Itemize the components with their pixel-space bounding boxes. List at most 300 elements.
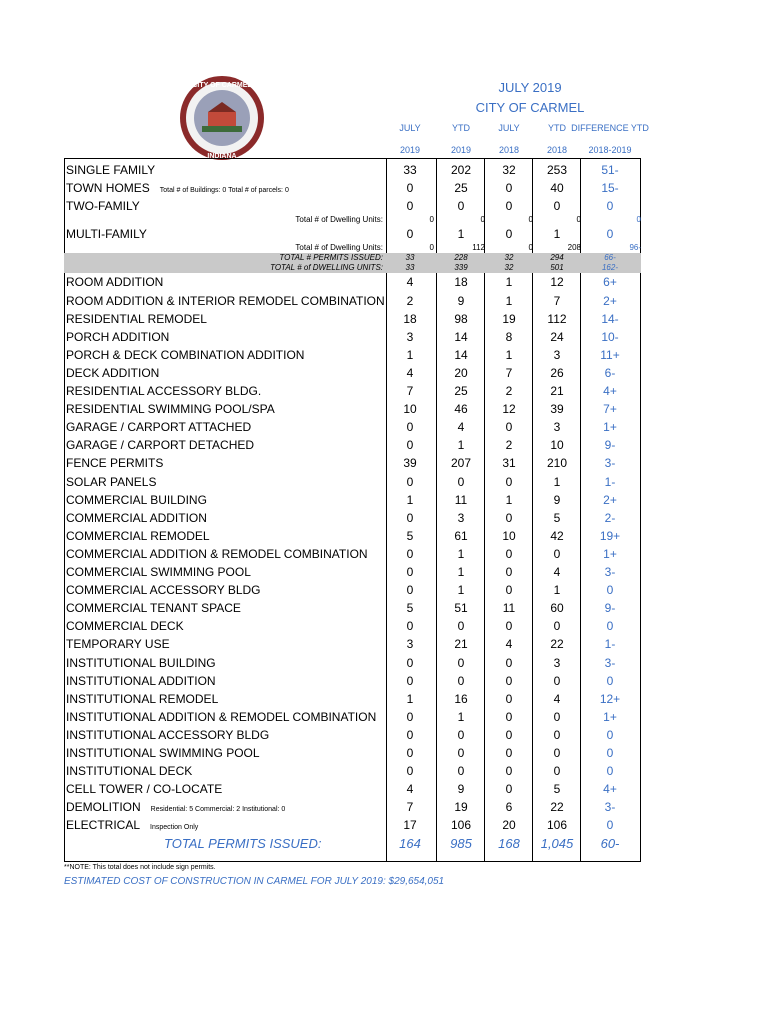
cell-col-4: 5 xyxy=(553,782,561,797)
cell-col-2: 0 xyxy=(457,673,465,688)
cell-col-3: 4 xyxy=(505,637,513,652)
cell-col-5: 9- xyxy=(604,438,616,453)
row-label xyxy=(66,418,251,436)
row-label-text: DEMOLITION xyxy=(66,800,141,815)
table-row xyxy=(64,491,641,509)
cell-col-3: 31 xyxy=(502,456,516,471)
row-label xyxy=(66,454,163,472)
cell-col-2: 19 xyxy=(454,800,468,815)
svg-text:CITY OF CARMEL: CITY OF CARMEL xyxy=(192,82,252,89)
cell-col-3: 0 xyxy=(505,227,513,242)
cell-col-3: 11 xyxy=(502,601,516,616)
cell-col-5: 0 xyxy=(606,727,614,742)
table-row xyxy=(64,617,641,635)
row-label-text: TOTAL # of DWELLING UNITS: xyxy=(270,263,383,273)
svg-text:INDIANA: INDIANA xyxy=(207,153,237,160)
cell-col-5: 1- xyxy=(604,474,616,489)
cell-col-4: 501 xyxy=(550,263,564,273)
cell-col-2: 1 xyxy=(457,709,465,724)
cell-col-4: 0 xyxy=(553,546,561,561)
table-row xyxy=(64,179,641,197)
cell-col-1: 0 xyxy=(406,181,414,196)
cell-col-3: 0 xyxy=(505,764,513,779)
table-row xyxy=(64,744,641,762)
cell-col-1: 5 xyxy=(406,528,414,543)
cell-col-2: 25 xyxy=(454,181,468,196)
cell-col-1: 164 xyxy=(399,835,421,851)
table-row xyxy=(64,346,641,364)
row-sublabel: Inspection Only xyxy=(150,824,199,832)
row-label xyxy=(279,253,383,263)
footnote: **NOTE: This total does not include sign permits. xyxy=(64,864,216,871)
cell-col-1: 7 xyxy=(406,384,414,398)
cell-col-5: 6- xyxy=(604,365,616,380)
cell-col-4: 106 xyxy=(546,818,568,833)
cell-col-1: 0 xyxy=(406,227,414,242)
row-label xyxy=(66,346,304,364)
column-header-1-top: JULY xyxy=(399,123,421,133)
city-seal xyxy=(178,74,266,162)
cell-col-4: 0 xyxy=(553,727,561,742)
cell-col-3: 0 xyxy=(505,691,513,706)
row-label-text: COMMERCIAL ADDITION xyxy=(66,510,207,525)
cell-col-4: 12 xyxy=(550,275,564,290)
cell-col-3: 20 xyxy=(502,818,516,833)
cell-col-5: 0 xyxy=(606,619,614,634)
cell-col-3: 1 xyxy=(505,347,513,362)
row-label-text: RESIDENTIAL SWIMMING POOL/SPA xyxy=(66,402,275,417)
table-row xyxy=(64,215,641,225)
cell-col-1: 0 xyxy=(406,565,414,579)
cell-col-5: 9- xyxy=(604,601,616,616)
cell-col-2: 202 xyxy=(450,163,472,177)
cell-col-2: 1 xyxy=(457,565,465,579)
row-label xyxy=(66,400,275,418)
table-row xyxy=(64,436,641,454)
cell-col-3: 32 xyxy=(504,253,514,263)
cell-col-2: 14 xyxy=(454,347,468,362)
row-label-text: MULTI-FAMILY xyxy=(66,227,147,242)
cell-col-1: 0 xyxy=(406,510,414,525)
row-sublabel: Total # of Buildings: 0 Total # of parcels: 0 xyxy=(159,187,289,195)
cell-col-2: 98 xyxy=(454,311,468,326)
cell-col-2: 207 xyxy=(450,456,472,471)
row-label-text: GARAGE / CARPORT DETACHED xyxy=(66,438,255,453)
row-label xyxy=(66,563,251,581)
row-label-text: ELECTRICAL xyxy=(66,818,141,833)
column-header-3-top: JULY xyxy=(498,123,520,133)
table-row xyxy=(64,418,641,436)
cell-col-2: 0 xyxy=(457,727,465,742)
table-row xyxy=(64,726,641,744)
row-label xyxy=(66,726,269,744)
cell-col-1: 0 xyxy=(406,546,414,561)
row-label xyxy=(66,436,254,454)
row-label xyxy=(66,161,155,179)
row-label xyxy=(66,328,169,346)
cell-col-1: 10 xyxy=(403,402,417,417)
row-label xyxy=(66,654,216,672)
cell-col-4: 5 xyxy=(553,510,561,525)
cell-col-3: 0 xyxy=(528,243,533,253)
cell-col-3: 0 xyxy=(505,619,513,634)
cell-col-5: 12+ xyxy=(599,691,621,706)
cell-col-3: 0 xyxy=(505,199,513,214)
cell-col-2: 1 xyxy=(457,583,465,598)
cell-col-3: 0 xyxy=(505,673,513,688)
cell-col-1: 1 xyxy=(406,347,414,362)
cell-col-1: 1 xyxy=(406,691,414,706)
row-label xyxy=(66,617,184,635)
cell-col-5: 0 xyxy=(606,764,614,779)
table-row xyxy=(64,509,641,527)
report-title: JULY 2019 xyxy=(498,80,562,95)
cell-col-4: 3 xyxy=(553,420,561,435)
cell-col-2: 16 xyxy=(454,691,468,706)
cell-col-5: 60- xyxy=(600,835,620,851)
cell-col-3: 2 xyxy=(505,384,513,398)
row-label xyxy=(66,527,210,545)
cell-col-4: 22 xyxy=(550,637,564,652)
cell-col-1: 33 xyxy=(405,263,415,273)
table-row xyxy=(64,161,641,179)
cell-col-3: 0 xyxy=(505,510,513,525)
cell-col-1: 33 xyxy=(405,253,415,263)
table-row xyxy=(64,816,641,834)
table-row xyxy=(64,527,641,545)
column-header-2-bottom: 2019 xyxy=(450,145,472,155)
cell-col-2: 0 xyxy=(480,215,485,225)
row-label-text: Total # of Dwelling Units: xyxy=(295,215,383,225)
cell-col-1: 2 xyxy=(406,293,414,308)
cell-col-1: 0 xyxy=(406,474,414,489)
cell-col-2: 11 xyxy=(454,492,468,507)
table-row xyxy=(64,328,641,346)
cell-col-1: 18 xyxy=(403,311,417,326)
cell-col-3: 0 xyxy=(505,583,513,598)
cell-col-4: 112 xyxy=(547,311,567,326)
row-label-text: INSTITUTIONAL DECK xyxy=(66,764,193,779)
cell-col-1: 33 xyxy=(403,163,417,177)
cell-col-3: 10 xyxy=(502,528,516,543)
cell-col-2: 51 xyxy=(454,601,468,616)
row-label-text: COMMERCIAL ACCESSORY BLDG xyxy=(66,583,261,598)
cell-col-2: 0 xyxy=(457,619,465,634)
table-row xyxy=(64,382,641,400)
table-row xyxy=(64,454,641,472)
cell-col-4: 1 xyxy=(553,583,561,598)
cell-col-4: 4 xyxy=(553,565,561,579)
cell-col-1: 0 xyxy=(406,727,414,742)
cell-col-1: 0 xyxy=(406,746,414,760)
cell-col-3: 0 xyxy=(505,181,513,196)
row-label-text: INSTITUTIONAL ACCESSORY BLDG xyxy=(66,727,270,742)
cell-col-5: 4+ xyxy=(603,384,617,398)
table-row xyxy=(64,581,641,599)
cell-col-2: 0 xyxy=(457,746,465,760)
column-header-1-bottom: 2019 xyxy=(399,145,421,155)
row-label xyxy=(66,491,207,509)
table-row xyxy=(64,599,641,617)
cell-col-4: 1,045 xyxy=(540,835,574,851)
cell-col-4: 0 xyxy=(553,619,561,634)
cell-col-1: 1 xyxy=(406,492,414,507)
cell-col-4: 3 xyxy=(553,655,561,670)
cell-col-3: 0 xyxy=(528,215,533,225)
table-row xyxy=(64,563,641,581)
row-label-text: ROOM ADDITION & INTERIOR REMODEL COMBINATION xyxy=(66,293,385,308)
cell-col-4: 9 xyxy=(553,492,561,507)
cell-col-5: 19+ xyxy=(599,528,621,543)
cell-col-4: 26 xyxy=(550,365,564,380)
cell-col-5: 0 xyxy=(636,215,641,225)
row-label xyxy=(66,292,385,310)
cell-col-4: 24 xyxy=(550,329,564,344)
cell-col-2: 21 xyxy=(454,637,468,652)
table-row xyxy=(64,654,641,672)
row-label xyxy=(270,263,383,273)
cell-col-1: 4 xyxy=(406,365,414,380)
row-label-text: COMMERCIAL REMODEL xyxy=(66,528,210,543)
estimated-cost: ESTIMATED COST OF CONSTRUCTION IN CARMEL FOR JULY 2019: $29,654,051 xyxy=(64,876,445,887)
cell-col-5: 6+ xyxy=(603,275,617,290)
row-label-text: SOLAR PANELS xyxy=(66,474,157,489)
cell-col-3: 19 xyxy=(502,311,516,326)
row-label-text: INSTITUTIONAL REMODEL xyxy=(66,691,219,706)
cell-col-2: 0 xyxy=(457,764,465,779)
table-row xyxy=(64,708,641,726)
cell-col-1: 0 xyxy=(406,655,414,670)
cell-col-5: 0 xyxy=(606,227,614,242)
cell-col-5: 3- xyxy=(604,456,616,471)
cell-col-4: 60 xyxy=(550,601,564,616)
row-label-text: FENCE PERMITS xyxy=(66,456,164,471)
row-label xyxy=(66,197,140,215)
table-row xyxy=(64,780,641,798)
row-label-text: RESIDENTIAL ACCESSORY BLDG. xyxy=(66,384,262,398)
cell-col-5: 51- xyxy=(601,163,619,177)
cell-col-3: 0 xyxy=(505,565,513,579)
cell-col-4: 1 xyxy=(553,474,561,489)
row-label-text: COMMERCIAL DECK xyxy=(66,619,184,634)
row-label xyxy=(66,225,147,243)
column-header-3-bottom: 2018 xyxy=(498,145,520,155)
cell-col-5: 7+ xyxy=(603,402,617,417)
table-row xyxy=(64,197,641,215)
cell-col-1: 3 xyxy=(406,637,414,652)
cell-col-4: 294 xyxy=(550,253,564,263)
table-row xyxy=(64,253,641,263)
row-label xyxy=(66,364,159,382)
cell-col-2: 9 xyxy=(457,293,465,308)
cell-col-2: 61 xyxy=(454,528,468,543)
row-label-text: TWO-FAMILY xyxy=(66,199,140,214)
row-label xyxy=(66,708,376,726)
cell-col-2: 0 xyxy=(457,199,465,214)
cell-col-4: 1 xyxy=(553,227,561,242)
table-row xyxy=(64,690,641,708)
cell-col-1: 3 xyxy=(406,329,414,344)
row-label-text: INSTITUTIONAL SWIMMING POOL xyxy=(66,746,260,760)
cell-col-3: 7 xyxy=(505,365,513,380)
cell-col-5: 4+ xyxy=(603,782,617,797)
row-label-text: COMMERCIAL ADDITION & REMODEL COMBINATION xyxy=(66,546,368,561)
cell-col-1: 39 xyxy=(403,456,417,471)
cell-col-2: 25 xyxy=(454,384,468,398)
row-label-text: ROOM ADDITION xyxy=(66,275,164,290)
cell-col-3: 0 xyxy=(505,655,513,670)
cell-col-1: 0 xyxy=(406,764,414,779)
row-label-text: CELL TOWER / CO-LOCATE xyxy=(66,782,223,797)
cell-col-4: 0 xyxy=(553,199,561,214)
row-label-text: DECK ADDITION xyxy=(66,365,160,380)
row-label xyxy=(66,780,222,798)
cell-col-5: 0 xyxy=(606,199,614,214)
row-label-text: TOWN HOMES xyxy=(66,181,150,196)
cell-col-1: 7 xyxy=(406,800,414,815)
cell-col-1: 0 xyxy=(406,619,414,634)
cell-col-3: 0 xyxy=(505,727,513,742)
cell-col-2: 1 xyxy=(457,438,465,453)
row-label-text: PORCH ADDITION xyxy=(66,329,170,344)
row-label-text: COMMERCIAL BUILDING xyxy=(66,492,207,507)
table-row xyxy=(64,310,641,328)
cell-col-3: 0 xyxy=(505,420,513,435)
cell-col-4: 21 xyxy=(550,384,564,398)
cell-col-4: 4 xyxy=(553,691,561,706)
row-label xyxy=(66,690,218,708)
row-label-text: SINGLE FAMILY xyxy=(66,163,156,177)
cell-col-5: 15- xyxy=(601,181,619,196)
cell-col-4: 0 xyxy=(553,709,561,724)
row-label xyxy=(66,273,163,291)
row-label-text: Total # of Dwelling Units: xyxy=(295,243,383,253)
cell-col-5: 96- xyxy=(629,243,641,253)
cell-col-5: 3- xyxy=(604,565,616,579)
table-row xyxy=(64,672,641,690)
table-row xyxy=(64,545,641,563)
cell-col-5: 14- xyxy=(601,311,619,326)
table-row xyxy=(64,292,641,310)
table-row xyxy=(64,798,641,816)
cell-col-4: 3 xyxy=(553,347,561,362)
cell-col-5: 2+ xyxy=(603,293,617,308)
cell-col-4: 253 xyxy=(546,163,568,177)
cell-col-4: 7 xyxy=(553,293,561,308)
cell-col-1: 0 xyxy=(406,199,414,214)
cell-col-5: 1- xyxy=(604,637,616,652)
cell-col-3: 0 xyxy=(505,709,513,724)
cell-col-3: 0 xyxy=(505,746,513,760)
cell-col-3: 0 xyxy=(505,782,513,797)
row-label xyxy=(66,310,207,328)
row-label xyxy=(66,473,156,491)
cell-col-5: 11+ xyxy=(600,347,620,362)
cell-col-3: 1 xyxy=(505,293,513,308)
row-label xyxy=(66,581,261,599)
row-label xyxy=(66,382,261,400)
cell-col-3: 6 xyxy=(505,800,513,815)
cell-col-5: 0 xyxy=(606,673,614,688)
cell-col-4: 42 xyxy=(550,528,564,543)
cell-col-2: 18 xyxy=(454,275,468,290)
cell-col-3: 32 xyxy=(502,163,516,177)
column-header-4-bottom: 2018 xyxy=(546,145,568,155)
cell-col-5: 0 xyxy=(606,583,614,598)
cell-col-5: 2+ xyxy=(603,492,617,507)
cell-col-5: 3- xyxy=(604,655,616,670)
cell-col-2: 985 xyxy=(450,835,472,851)
cell-col-2: 9 xyxy=(457,782,465,797)
cell-col-3: 12 xyxy=(502,402,516,417)
cell-col-2: 228 xyxy=(454,253,468,263)
table-row xyxy=(64,263,641,273)
column-header-2-top: YTD xyxy=(452,123,470,133)
column-header-4-top: YTD xyxy=(548,123,566,133)
cell-col-5: 2- xyxy=(604,510,616,525)
cell-col-5: 3- xyxy=(604,800,616,815)
row-label-text: INSTITUTIONAL BUILDING xyxy=(66,655,216,670)
cell-col-4: 0 xyxy=(553,673,561,688)
row-label-text: PORCH & DECK COMBINATION ADDITION xyxy=(66,347,305,362)
cell-col-2: 112 xyxy=(472,243,485,253)
cell-col-4: 40 xyxy=(550,181,564,196)
cell-col-5: 66- xyxy=(604,253,616,263)
cell-col-1: 0 xyxy=(429,215,434,225)
cell-col-3: 0 xyxy=(505,546,513,561)
cell-col-2: 3 xyxy=(457,510,465,525)
row-label-text: RESIDENTIAL REMODEL xyxy=(66,311,207,326)
cell-col-5: 10- xyxy=(601,329,619,344)
cell-col-2: 106 xyxy=(450,818,472,833)
table-row xyxy=(64,635,641,653)
cell-col-5: 1+ xyxy=(603,709,617,724)
cell-col-1: 17 xyxy=(403,818,417,833)
cell-col-1: 5 xyxy=(406,601,414,616)
cell-col-4: 0 xyxy=(553,746,561,760)
cell-col-4: 0 xyxy=(553,764,561,779)
report-subtitle: CITY OF CARMEL xyxy=(475,100,585,115)
row-label xyxy=(66,744,260,762)
row-label xyxy=(66,635,170,653)
cell-col-3: 32 xyxy=(504,263,514,273)
cell-col-1: 4 xyxy=(406,782,414,797)
row-label xyxy=(164,835,321,853)
cell-col-4: 10 xyxy=(550,438,564,453)
table-row xyxy=(64,225,641,243)
cell-col-3: 8 xyxy=(505,329,513,344)
cell-col-3: 1 xyxy=(505,492,513,507)
row-label xyxy=(66,762,192,780)
cell-col-1: 0 xyxy=(406,420,414,435)
cell-col-1: 0 xyxy=(429,243,434,253)
cell-col-2: 14 xyxy=(454,329,468,344)
cell-col-5: 0 xyxy=(606,746,614,760)
cell-col-1: 0 xyxy=(406,673,414,688)
cell-col-1: 4 xyxy=(406,275,414,290)
cell-col-4: 22 xyxy=(550,800,564,815)
cell-col-5: 0 xyxy=(606,818,614,833)
row-label-text: TOTAL # PERMITS ISSUED: xyxy=(279,253,383,263)
cell-col-5: 1+ xyxy=(603,546,617,561)
cell-col-2: 1 xyxy=(457,546,465,561)
row-label-text: INSTITUTIONAL ADDITION & REMODEL COMBINATION xyxy=(66,709,377,724)
cell-col-3: 1 xyxy=(505,275,513,290)
row-label xyxy=(66,672,216,690)
cell-col-4: 208 xyxy=(567,243,581,253)
table-row xyxy=(64,273,641,291)
row-label xyxy=(295,243,383,253)
